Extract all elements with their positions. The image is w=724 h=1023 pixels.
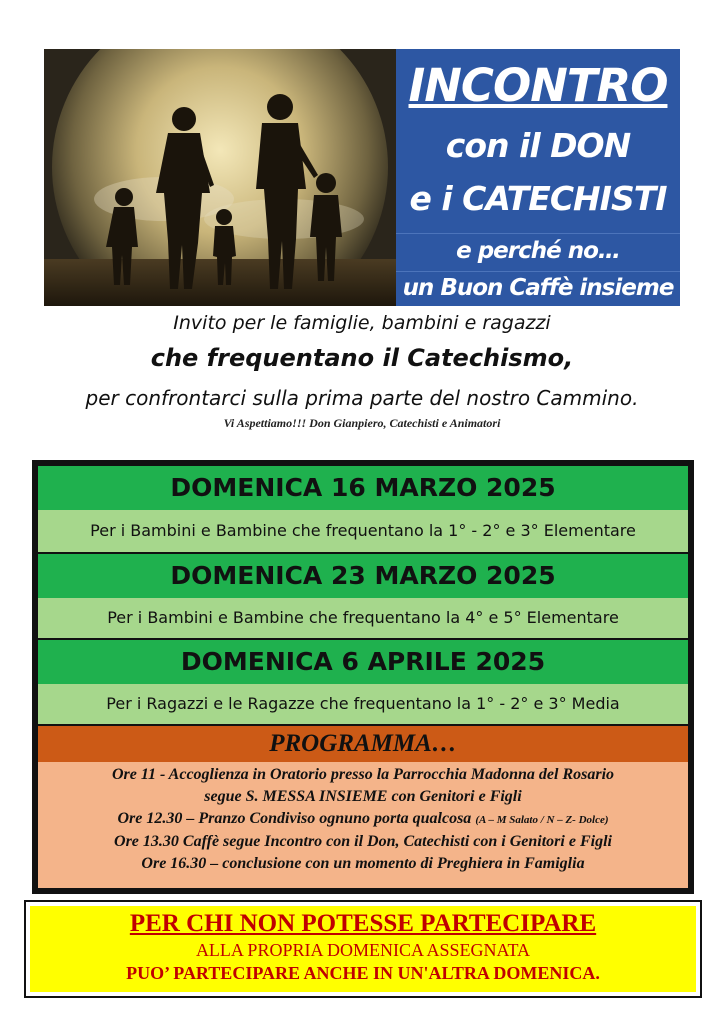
invite-line-3: per confrontarci sulla prima parte del nostro Cammino. (85, 386, 639, 410)
program-line: Ore 16.30 – conclusione con un momento di Preghiera in Famiglia (141, 855, 585, 872)
program-line: segue S. MESSA INSIEME con Genitori e Figli (204, 788, 522, 805)
program-note: (A – M Salato / N – Z- Dolce) (475, 814, 609, 826)
notice-headline: PER CHI NON POTESSE PARTECIPARE (129, 910, 597, 937)
notice-content (30, 906, 696, 992)
title-incontro: INCONTRO (408, 59, 668, 112)
program-list (38, 762, 688, 888)
subtitle-buon-caffe: un Buon Caffè insieme (396, 271, 680, 301)
invite-line-1: Invito per le famiglie, bambini e ragazzi (173, 312, 551, 334)
program-line (38, 808, 688, 831)
program-title: PROGRAMMA… (38, 726, 688, 762)
program-line-text: Ore 12.30 – Pranzo Condiviso ognuno porta qualcosa (117, 810, 472, 827)
program-line: Ore 13.30 Caffè segue Incontro con il Don, Catechisti con i Genitori e Figli (114, 833, 612, 850)
session-date: DOMENICA 6 APRILE 2025 (38, 640, 688, 684)
notice-line-3: PUO’ PARTECIPARE ANCHE IN UN'ALTRA DOMENICA. (126, 963, 600, 983)
schedule-table (32, 460, 694, 894)
session-description: Per i Bambini e Bambine che frequentano la 4° e 5° Elementare (38, 598, 688, 638)
family-silhouette-photo (44, 49, 396, 306)
title-con-il-don: con il DON (445, 126, 631, 165)
notice-box (24, 900, 702, 998)
session-description: Per i Ragazzi e le Ragazze che frequentano la 1° - 2° e 3° Media (38, 684, 688, 724)
title-box (396, 49, 680, 306)
invite-line-2: che frequentano il Catechismo, (150, 344, 574, 372)
notice-line-2: ALLA PROPRIA DOMENICA ASSEGNATA (195, 940, 531, 960)
invite-signature: Vi Aspettiamo!!! Don Gianpiero, Catechisti e Animatori (223, 416, 501, 430)
session-date: DOMENICA 23 MARZO 2025 (38, 554, 688, 598)
session-date: DOMENICA 16 MARZO 2025 (38, 466, 688, 510)
program-line: Ore 11 - Accoglienza in Oratorio presso la Parrocchia Madonna del Rosario (111, 766, 615, 783)
title-catechisti: e i CATECHISTI (409, 179, 667, 218)
family-silhouette-image (44, 49, 396, 306)
subtitle-e-perche-no: e perché no… (396, 233, 680, 264)
session-description: Per i Bambini e Bambine che frequentano la 1° - 2° e 3° Elementare (38, 510, 688, 552)
